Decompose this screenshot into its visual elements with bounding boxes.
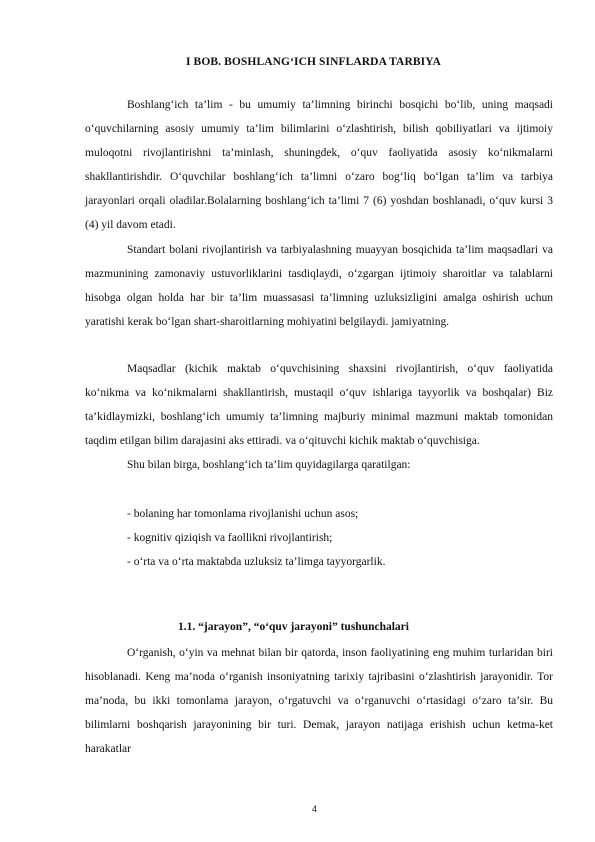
page-number: 4 [312,804,318,814]
paragraph-list-intro: Shu bilan birga, boshlang‘ich ta’lim quyidagilarga qaratilgan: [127,459,411,472]
paragraph-learning: O‘rganish, o‘yin va mehnat bilan bir qatorda, inson faoliyatining eng muhim turlaridan biri hisoblanadi. Keng ma’noda o‘rganish insoniyatning tarixiy tajribasini o‘zlashtirish jarayonidir. Tor ma’noda, bu ikki tomonlama jarayon, o‘rgatuvchi va o‘rganuvchi o‘rtasidagi o‘zaro ta’sir. Bu bilimlarni boshqarish jarayonining bir turi. Demak, jarayon natijaga erishish uchun ketma-ket harakatlar [85,647,553,756]
paragraph-standard: Standart bolani rivojlantirish va tarbiyalashning muayyan bosqichida ta’lim maqsadlari va mazmunining zamonaviy ustuvorliklarini tasdiqlaydi, o‘zgargan ijtimoiy sharoitlar va talablarni hisobga olgan holda har bir ta’lim muassasasi ta’limning uzluksizligini amalga oshirish uchun yaratishi kerak bo‘lgan shart-sharoitlarning mohiyatini belgilaydi. jamiyatning. [85,243,553,328]
section-title: 1.1. “jarayon”, “o‘quv jarayoni” tushunchalari [178,621,409,633]
section-text [85,641,553,761]
list-item: - bolaning har tomonlama rivojlanishi uchun asos; [127,508,359,520]
goals-text [85,357,553,477]
intro-text [85,93,553,334]
aims-list [127,502,385,574]
list-item: - kognitiv qiziqish va faollikni rivojlantirish; [127,532,333,545]
list-item: - o‘rta va o‘rta maktabda uzluksiz ta’limga tayyorgarlik. [127,556,386,569]
chapter-title: I BOB. BOSHLANG‘ICH SINFLARDA TARBIYA [186,56,441,68]
paragraph-goals: Maqsadlar (kichik maktab o‘quvchisining shaxsini rivojlantirish, o‘quv faoliyatida ko‘nikma va ko‘nikmalarni shakllantirish, mustaqil o‘quv ishlariga tayyorlik va boshqalar) Biz ta’kidlaymizki, boshlang‘ich umumiy ta’limning majburiy minimal mazmuni maktab tomonidan taqdim etilgan bilim darajasini aks ettiradi. va o‘qituvchi kichik maktab o‘quvchisiga. [85,363,553,448]
paragraph-primary-education: Boshlang‘ich ta’lim - bu umumiy ta’limning birinchi bosqichi bo‘lib, uning maqsadi o‘quvchilarning asosiy umumiy ta’lim bilimlarini o‘zlashtirish, bilish qobiliyatlari va ijtimoiy muloqotni rivojlantirishni ta’minlash, shuningdek, o‘quv faoliyatida asosiy ko‘nikmalarni shakllantirishdir. O‘quvchilar boshlang‘ich ta’limni o‘zaro bog‘liq bo‘lgan ta’lim va tarbiya jarayonlari orqali oladilar.Bolalarning boshlang‘ich ta’limi 7 (6) yoshdan boshlanadi, o‘quv kursi 3 (4) yil davom etadi. [85,99,553,232]
